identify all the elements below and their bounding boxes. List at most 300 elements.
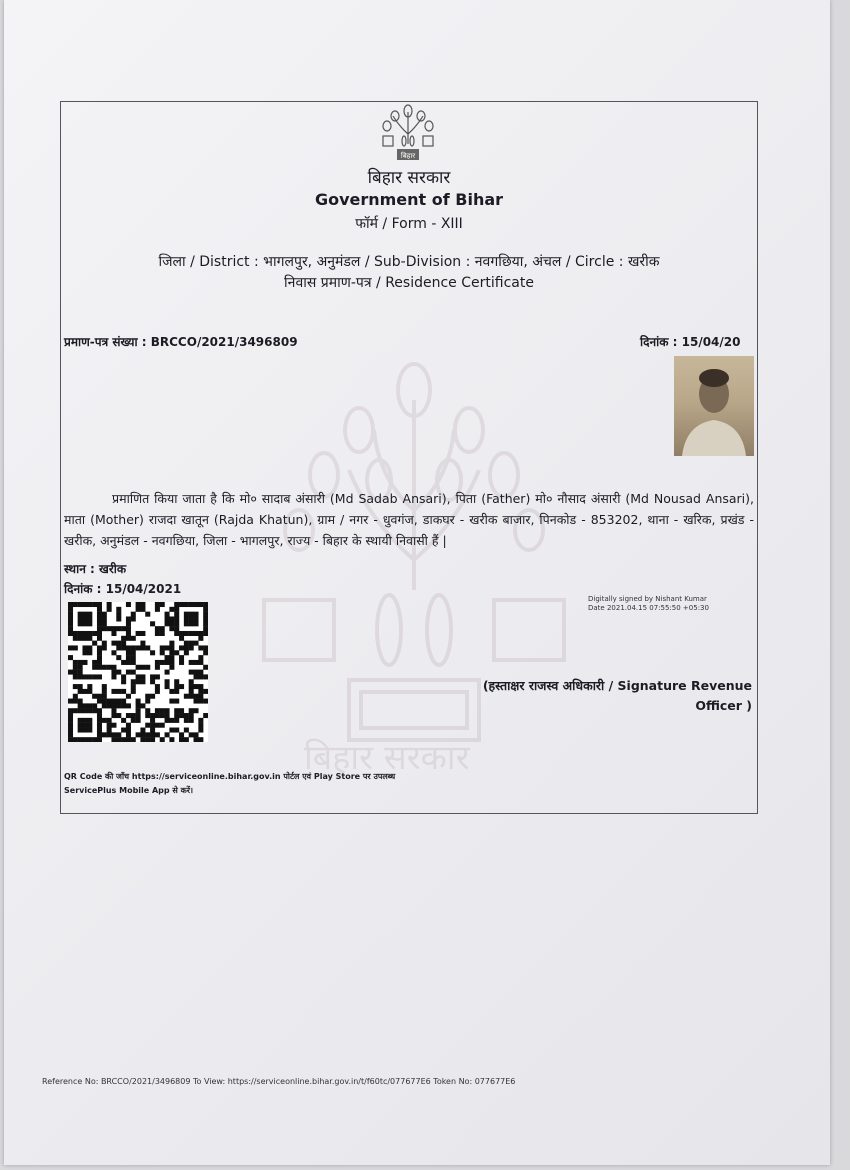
qr-module [140,674,145,679]
qr-module [126,737,131,742]
place: स्थान : खरीक [64,562,127,576]
qr-module [87,708,92,713]
qr-module [145,665,150,670]
qr-module [87,689,92,694]
qr-module [87,674,92,679]
qr-module [78,631,83,636]
qr-module [174,699,179,704]
qr-module [155,684,160,689]
qr-module [189,708,194,713]
qr-module [155,723,160,728]
qr-module [78,674,83,679]
qr-module [184,612,189,617]
qr-module [140,732,145,737]
qr-module [131,713,136,718]
qr-module [102,689,107,694]
qr-module [68,713,73,718]
qr-module [136,665,141,670]
qr-module [82,737,87,742]
qr-module [107,602,112,607]
qr-module [189,694,194,699]
qr-module [198,645,203,650]
qr-module [160,708,165,713]
qr-module [169,665,174,670]
qr-module [169,655,174,660]
qr-module [82,708,87,713]
qr-module [126,631,131,636]
qr-module [107,728,112,733]
certificate-title: निवास प्रमाण-पत्र / Residence Certificate [284,275,534,291]
qr-module [87,728,92,733]
qr-module [92,703,97,708]
qr-module [131,684,136,689]
qr-module [78,665,83,670]
qr-module [194,737,199,742]
qr-module [150,650,155,655]
qr-module [102,616,107,621]
qr-module [78,708,83,713]
qr-module [82,718,87,723]
qr-module [165,645,170,650]
qr-module [189,684,194,689]
qr-module [121,679,126,684]
qr-module [165,612,170,617]
qr-module [126,621,131,626]
qr-module [97,660,102,665]
qr-module [198,631,203,636]
qr-module [174,621,179,626]
qr-module [102,641,107,646]
qr-module [111,703,116,708]
qr-module [97,708,102,713]
qr-module [184,602,189,607]
qr-module [97,694,102,699]
qr-module [121,674,126,679]
qr-module [184,616,189,621]
qr-module [155,665,160,670]
qr-module [150,679,155,684]
qr-module [145,699,150,704]
qr-module [111,708,116,713]
reference-line: Reference No: BRCCO/2021/3496809 To View: https://serviceonline.bihar.gov.in/t/f60tc/077677E6 Token No: 077677E6 [42,1077,516,1086]
qr-module [136,645,141,650]
qr-module [116,737,121,742]
qr-module [68,607,73,612]
qr-module [150,737,155,742]
qr-module [102,665,107,670]
qr-module [160,737,165,742]
qr-module [194,732,199,737]
qr-module [194,660,199,665]
qr-module [102,645,107,650]
qr-module [198,737,203,742]
qr-module [111,670,116,675]
qr-module [121,703,126,708]
qr-module [73,636,78,641]
certificate-body: प्रमाणित किया जाता है कि मो० सादाब अंसारी (Md Sadab Ansari), पिता (Father) मो० नौसाद अंसारी (Md Nousad Ansari), माता (Mother) राजदा खातून (Rajda Khatun), ग्राम / नगर - धुवगंज, डाकघर - खरीक बाजार, पिनकोड - 853202, थाना - खरिक, प्रखंड - खरीक, अनुमंडल - नवगछिया, जिला - भागलपुर, राज्य - बिहार के स्थायी निवासी हैं | [64,491,754,548]
qr-module [73,674,78,679]
qr-module [136,732,141,737]
qr-module [189,660,194,665]
qr-module [73,708,78,713]
qr-module [107,723,112,728]
qr-module [87,621,92,626]
qr-module [184,641,189,646]
qr-module [198,670,203,675]
qr-module [97,718,102,723]
qr-module [179,645,184,650]
qr-module [68,723,73,728]
qr-module [68,621,73,626]
qr-module [97,699,102,704]
qr-module [203,626,208,631]
qr-module [184,713,189,718]
qr-module [121,626,126,631]
qr-module [174,626,179,631]
qr-module [179,631,184,636]
qr-module [198,689,203,694]
qr-module [174,631,179,636]
qr-module [198,636,203,641]
qr-module [68,645,73,650]
qr-module [155,674,160,679]
qr-module [97,713,102,718]
qr-module [87,602,92,607]
qr-module [194,602,199,607]
qr-module [73,631,78,636]
qr-module [203,699,208,704]
qr-module [194,699,199,704]
digital-signed-date: Date 2021.04.15 07:55:50 +05:30 [588,604,709,612]
qr-module [73,660,78,665]
qr-module [150,713,155,718]
qr-module [169,660,174,665]
qr-module [107,626,112,631]
qr-module [68,728,73,733]
qr-module [198,728,203,733]
qr-module [82,636,87,641]
qr-module [107,607,112,612]
qr-module [97,732,102,737]
qr-module [126,636,131,641]
qr-module [169,621,174,626]
qr-module [165,660,170,665]
qr-module [169,689,174,694]
qr-module [155,607,160,612]
qr-module [169,728,174,733]
qr-module [165,718,170,723]
qr-module [184,728,189,733]
qr-module [68,626,73,631]
bodhi-tree-watermark [259,360,569,790]
qr-module [174,713,179,718]
qr-module [160,626,165,631]
qr-module [198,602,203,607]
qr-module [136,602,141,607]
issue-date: दिनांक : 15/04/2021 [64,582,182,596]
qr-module [169,626,174,631]
qr-module [189,621,194,626]
watermark-text: बिहार सरकार [304,738,470,778]
qr-module [169,650,174,655]
qr-module [73,699,78,704]
qr-module [68,602,73,607]
qr-module [136,713,141,718]
qr-module [111,674,116,679]
qr-module [126,694,131,699]
qr-module [78,703,83,708]
qr-module [189,689,194,694]
qr-module [174,684,179,689]
qr-module [198,723,203,728]
qr-module [68,718,73,723]
qr-module [145,737,150,742]
qr-module [126,655,131,660]
qr-module [116,655,121,660]
qr-note-line1: QR Code की जाँच https://serviceonline.bihar.gov.in पोर्टल एवं Play Store पर उपलब्ध [64,772,396,781]
qr-module [116,699,121,704]
qr-module [131,737,136,742]
qr-module [97,728,102,733]
qr-module [155,713,160,718]
qr-module [121,689,126,694]
qr-module [155,732,160,737]
qr-module [203,612,208,617]
qr-code [68,602,208,742]
qr-module [78,718,83,723]
qr-module [87,631,92,636]
qr-module [116,703,121,708]
qr-module [92,665,97,670]
qr-module [184,718,189,723]
qr-module [111,641,116,646]
qr-module [102,626,107,631]
qr-module [82,612,87,617]
qr-module [97,655,102,660]
qr-module [92,631,97,636]
qr-module [189,713,194,718]
qr-module [160,723,165,728]
qr-module [140,703,145,708]
qr-module [131,670,136,675]
qr-module [68,732,73,737]
qr-module [179,684,184,689]
qr-module [78,660,83,665]
qr-module [131,689,136,694]
qr-module [107,703,112,708]
signature-label: (हस्ताक्षर राजस्व अधिकारी / Signature Revenue Officer ) [482,678,752,713]
qr-module [116,713,121,718]
qr-module [131,645,136,650]
qr-module [131,636,136,641]
qr-module [198,699,203,704]
qr-module [111,626,116,631]
qr-module [150,694,155,699]
qr-module [116,616,121,621]
qr-module [116,645,121,650]
bihar-emblem [377,104,439,162]
qr-module [92,674,97,679]
qr-module [87,718,92,723]
qr-module [145,713,150,718]
qr-module [102,718,107,723]
qr-module [126,645,131,650]
qr-module [194,612,199,617]
qr-module [150,728,155,733]
qr-module [165,684,170,689]
qr-module [150,718,155,723]
qr-module [111,713,116,718]
qr-module [189,612,194,617]
qr-module [155,708,160,713]
certificate-paper [4,0,830,1165]
qr-module [203,607,208,612]
qr-module [131,660,136,665]
qr-module [174,708,179,713]
qr-module [111,723,116,728]
qr-module [179,602,184,607]
qr-module [116,626,121,631]
qr-module [189,631,194,636]
qr-module [140,728,145,733]
qr-module [92,641,97,646]
qr-module [102,699,107,704]
qr-module [165,616,170,621]
qr-module [87,612,92,617]
qr-module [82,621,87,626]
qr-module [87,616,92,621]
qr-module [179,655,184,660]
qr-module [102,703,107,708]
qr-module [126,602,131,607]
qr-module [121,645,126,650]
qr-module [97,737,102,742]
qr-module [78,699,83,704]
qr-module [194,694,199,699]
qr-module [174,650,179,655]
certificate-number: प्रमाण-पत्र संख्या : BRCCO/2021/3496809 [64,335,298,349]
qr-module [136,631,141,636]
qr-module [107,718,112,723]
qr-module [82,602,87,607]
qr-module [87,737,92,742]
qr-module [179,660,184,665]
qr-module [174,718,179,723]
qr-module [136,607,141,612]
qr-module [169,607,174,612]
qr-module [155,660,160,665]
qr-module [82,703,87,708]
qr-module [107,732,112,737]
qr-module [73,684,78,689]
qr-module [97,621,102,626]
qr-module [73,665,78,670]
qr-module [150,723,155,728]
qr-module [87,645,92,650]
qr-module [136,699,141,704]
qr-module [97,645,102,650]
qr-module [189,602,194,607]
qr-module [97,636,102,641]
qr-module [82,660,87,665]
qr-module [136,674,141,679]
qr-module [78,684,83,689]
qr-module [165,732,170,737]
qr-module [68,708,73,713]
digital-signature [588,595,709,613]
qr-module [116,670,121,675]
qr-module [198,674,203,679]
qr-module [198,684,203,689]
qr-module [145,694,150,699]
qr-module [165,655,170,660]
qr-module [140,645,145,650]
government-english: Government of Bihar [314,190,504,209]
qr-module [126,660,131,665]
qr-module [78,612,83,617]
qr-module [97,607,102,612]
qr-module [131,655,136,660]
qr-module [68,616,73,621]
qr-module [87,703,92,708]
qr-module [140,602,145,607]
qr-module [150,621,155,626]
qr-module [68,699,73,704]
qr-module [126,670,131,675]
qr-module [189,679,194,684]
qr-module [136,703,141,708]
qr-module [160,713,165,718]
qr-module [184,737,189,742]
qr-module [184,621,189,626]
qr-module [165,670,170,675]
qr-module [68,612,73,617]
qr-module [97,650,102,655]
qr-module [73,694,78,699]
qr-module [155,602,160,607]
qr-module [203,616,208,621]
qr-module [169,645,174,650]
qr-module [136,708,141,713]
qr-module [174,602,179,607]
qr-module [131,616,136,621]
qr-module [126,626,131,631]
qr-module [126,703,131,708]
qr-module [126,650,131,655]
qr-module [121,699,126,704]
qr-module [194,684,199,689]
qr-module [189,670,194,675]
qr-module [78,728,83,733]
qr-module [107,699,112,704]
qr-module [111,665,116,670]
qr-module [189,616,194,621]
qr-module [203,645,208,650]
qr-module [194,708,199,713]
qr-module [160,631,165,636]
qr-module [203,631,208,636]
qr-module [140,607,145,612]
qr-module [92,694,97,699]
qr-module [78,636,83,641]
qr-module [203,674,208,679]
qr-module [174,612,179,617]
qr-module [78,737,83,742]
qr-module [165,708,170,713]
qr-module [136,679,141,684]
qr-module [82,616,87,621]
qr-module [116,612,121,617]
